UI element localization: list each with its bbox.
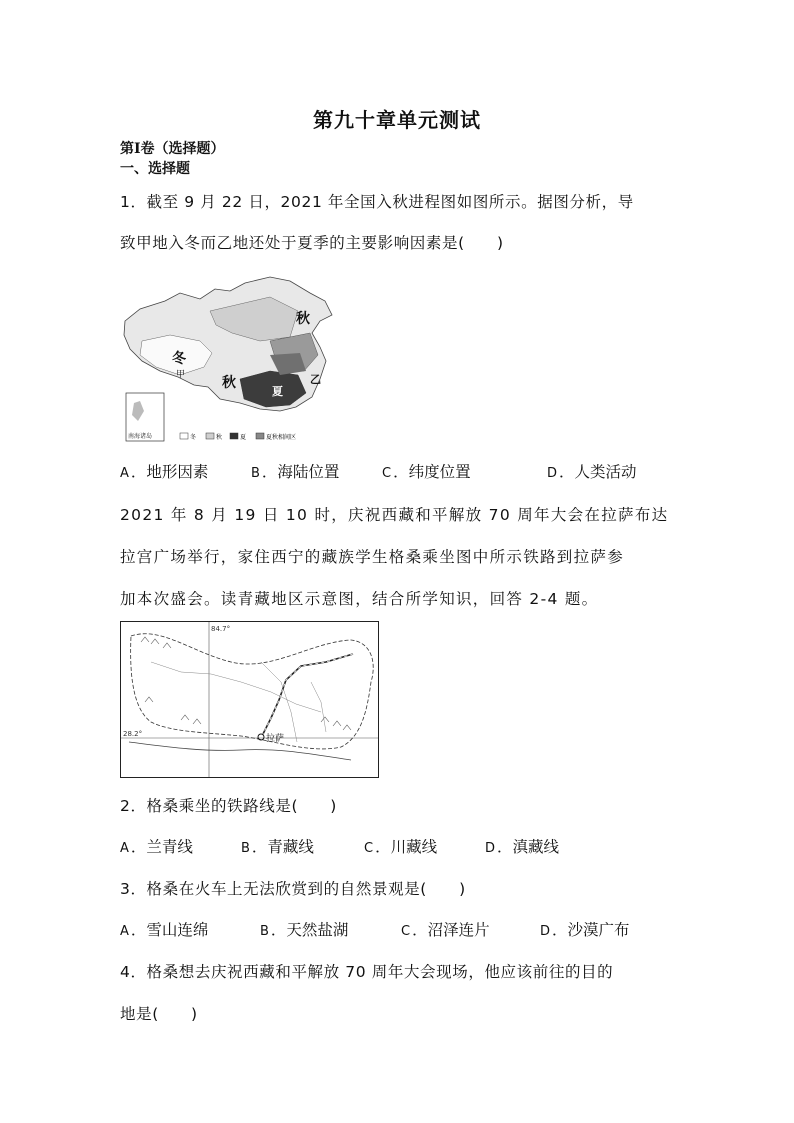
q1-option-d[interactable]: D ．人类活动 (547, 463, 637, 481)
legend-autumn: 秋 (216, 434, 223, 441)
q3-option-d[interactable]: D ．沙漠广布 (540, 921, 630, 939)
lhasa-marker (258, 734, 264, 740)
passage-line3: 加本次盛会。读青藏地区示意图，结合所学知识，回答 2-4 题。 (120, 590, 599, 608)
page-title: 第九十章单元测试 (313, 108, 481, 132)
longitude-label: 84.7° (211, 625, 231, 633)
subsection-heading: 一、选择题 (120, 161, 190, 177)
q1-stem-line2: 致甲地入冬而乙地还处于夏季的主要影响因素是( ) (120, 234, 504, 252)
q1-stem-line1: 1．截至 9 月 22 日，2021 年全国入秋进程图如图所示。据图分析，导 (120, 193, 634, 211)
china-autumn-map (120, 271, 338, 445)
jia-label: 甲 (176, 370, 186, 380)
q2-stem: 2．格桑乘坐的铁路线是( ) (120, 797, 337, 815)
qinghai-tibet-map (120, 621, 379, 778)
q4-stem-line2: 地是( ) (120, 1005, 198, 1023)
summer-label: 夏 (272, 385, 283, 398)
q3-option-c[interactable]: C ．沼泽连片 (401, 921, 490, 939)
q3-stem: 3．格桑在火车上无法欣赏到的自然景观是( ) (120, 880, 466, 898)
q4-stem-line1: 4．格桑想去庆祝西藏和平解放 70 周年大会现场，他应该前往的目的 (120, 963, 614, 981)
q2-option-b[interactable]: B ．青藏线 (241, 838, 314, 856)
legend-summer: 夏 (240, 434, 247, 441)
inset-label: 南海诸岛 (128, 433, 153, 440)
q1-option-c[interactable]: C ．纬度位置 (382, 463, 471, 481)
q3-option-b[interactable]: B ．天然盐湖 (260, 921, 349, 939)
legend-winter: 冬 (190, 434, 197, 441)
q1-option-a[interactable]: A ．地形因素 (120, 463, 209, 481)
winter-label: 冬 (172, 351, 186, 367)
legend-mixed: 夏秋相间区 (266, 434, 297, 441)
q3-option-a[interactable]: A ．雪山连绵 (120, 921, 209, 939)
section-heading: 第Ⅰ卷（选择题） (120, 141, 225, 157)
autumn-label-north: 秋 (296, 311, 310, 327)
passage-line2: 拉宫广场举行，家住西宁的藏族学生格桑乘坐图中所示铁路到拉萨参 (120, 548, 625, 566)
passage-line1: 2021 年 8 月 19 日 10 时，庆祝西藏和平解放 70 周年大会在拉萨布达 (120, 506, 669, 524)
q1-option-b[interactable]: B ．海陆位置 (251, 463, 340, 481)
q2-option-d[interactable]: D ．滇藏线 (485, 838, 560, 856)
q2-option-a[interactable]: A ．兰青线 (120, 838, 193, 856)
yi-label: 乙 (310, 373, 321, 386)
autumn-label-south: 秋 (222, 375, 236, 391)
latitude-label: 28.2° (123, 730, 143, 738)
lhasa-label: 拉萨 (266, 734, 285, 744)
q2-option-c[interactable]: C ．川藏线 (364, 838, 438, 856)
